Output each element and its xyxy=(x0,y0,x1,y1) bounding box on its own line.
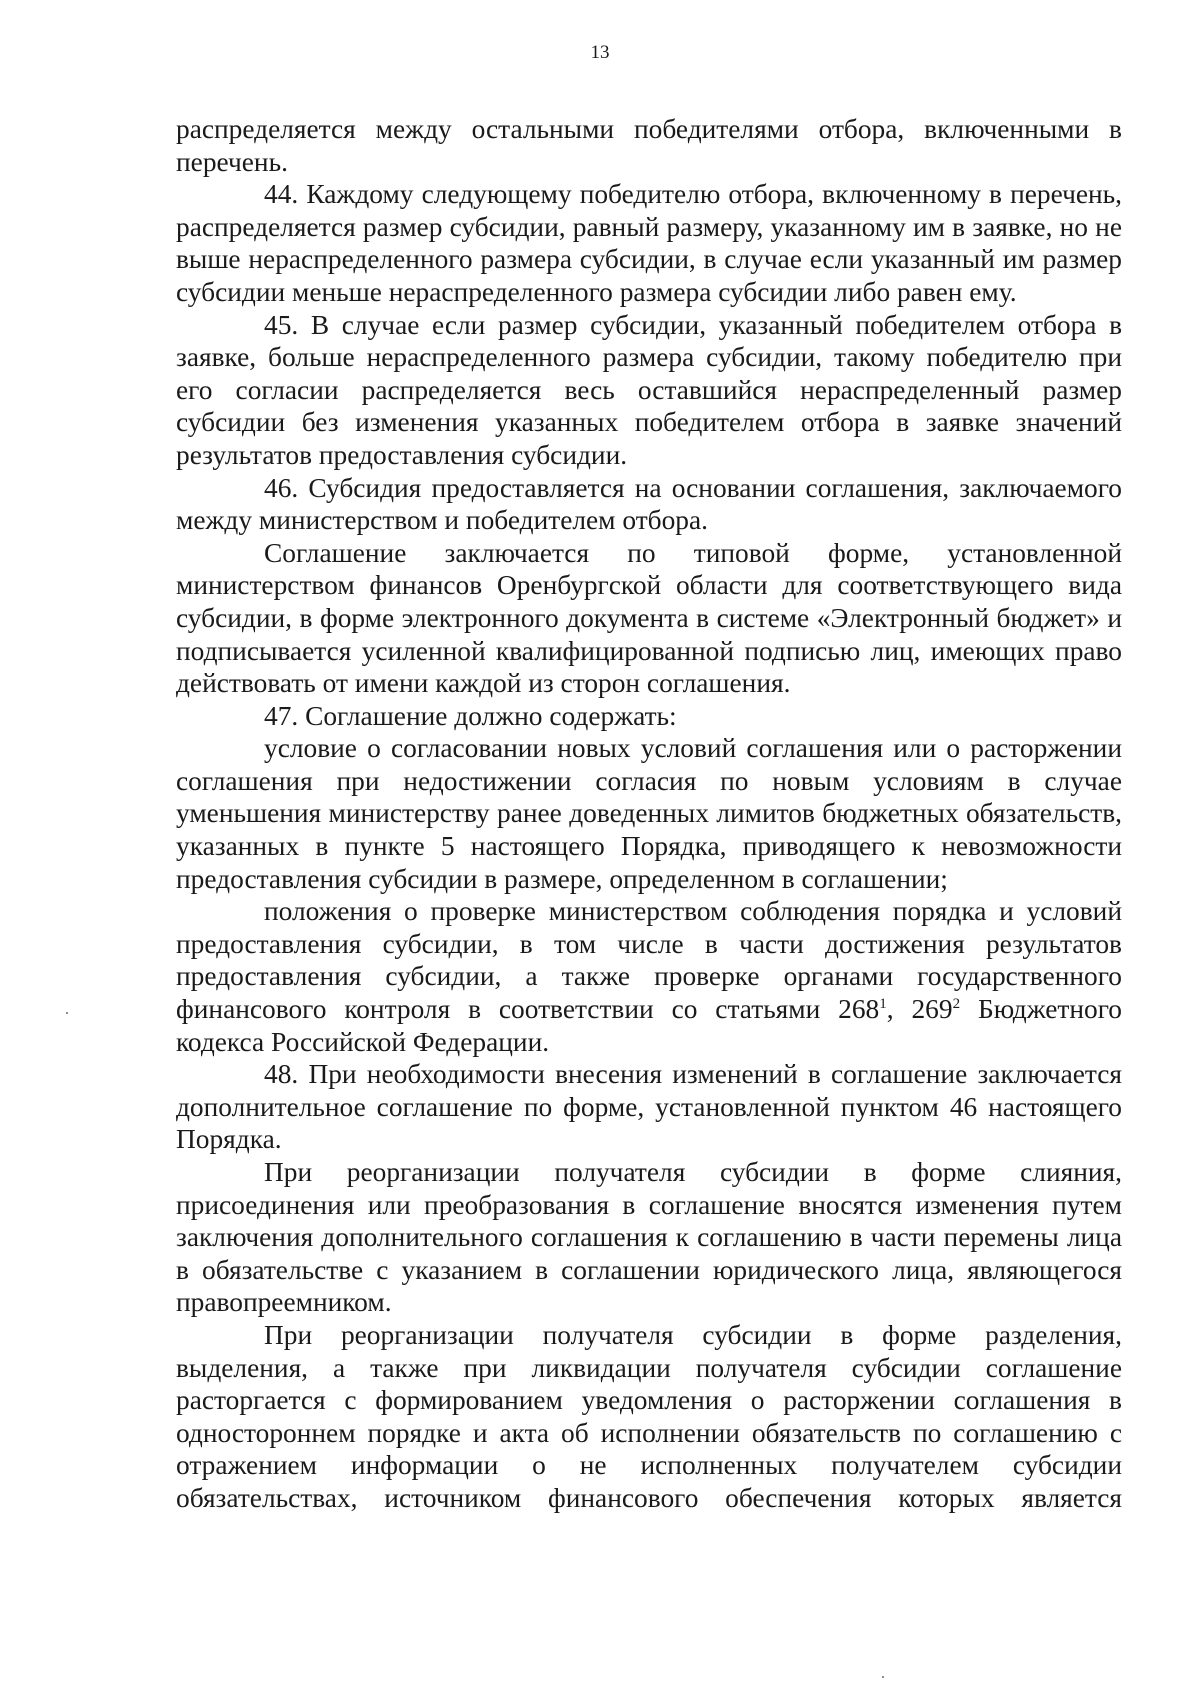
paragraph-44: 44. Каждому следующему победителю отбора, включенному в перечень, распределяется размер субсидии, равный размеру, указанному им в заявке, но не выше нераспределенного размера субсидии, в случае если указанный им размер субсидии меньше нераспределенного размера субсидии либо равен ему. xyxy=(176,179,1122,307)
superscript-article-268: 1 xyxy=(879,995,887,1012)
provisions-text-end: Бюджетного кодекса Российской Федерации. xyxy=(176,994,1122,1057)
document-body xyxy=(176,113,1122,1515)
paragraph-47: 47. Соглашение должно содержать: xyxy=(264,700,677,731)
paragraph-47-provisions xyxy=(176,895,1122,1058)
paragraph-47-condition: условие о согласовании новых условий соглашения или о расторжении соглашения при недостижении согласия по новым условиям в случае уменьшения министерству ранее доведенных лимитов бюджетных обязательств, указанных в пункте 5 настоящего Порядка, приводящего к невозможности предоставления субсидии в размере, определенном в соглашении; xyxy=(176,733,1122,894)
paragraph-45: 45. В случае если размер субсидии, указанный победителем отбора в заявке, больше нераспределенного размера субсидии, такому победителю при его согласии распределяется весь оставшийся нераспределенный размер субсидии без изменения указанных победителем отбора в заявке значений результатов предоставления субсидии. xyxy=(176,309,1122,470)
scan-speck xyxy=(882,1676,884,1678)
paragraph-48-reorganization-merger: При реорганизации получателя субсидии в форме слияния, присоединения или преобразования в соглашение вносятся изменения путем заключения дополнительного соглашения к соглашению в части перемены лица в обязательстве с указанием в соглашении юридического лица, являющегося правопреемником. xyxy=(176,1157,1122,1318)
page-number: 13 xyxy=(590,42,610,63)
paragraph-continuation: распределяется между остальными победителями отбора, включенными в перечень. xyxy=(176,114,1122,177)
paragraph-48: 48. При необходимости внесения изменений в соглашение заключается дополнительное соглашение по форме, установленной пунктом 46 настоящего Порядка. xyxy=(176,1059,1122,1155)
superscript-article-269: 2 xyxy=(952,995,961,1012)
provisions-text-start: положения о проверке министерством соблюдения порядка и условий предоставления субсидии, в том числе в части достижения результатов предоставления субсидии, а также проверке органами государственного финансового контроля в соответствии со статьями 268 xyxy=(176,896,1122,1025)
paragraph-46-agreement: Соглашение заключается по типовой форме, установленной министерством финансов Оренбургской области для соответствующего вида субсидии, в форме электронного документа в системе «Электронный бюджет» и подписывается усиленной квалифицированной подписью лиц, имеющих право действовать от имени каждой из сторон соглашения. xyxy=(176,537,1122,699)
paragraph-46: 46. Субсидия предоставляется на основании соглашения, заключаемого между министерством и победителем отбора. xyxy=(176,472,1122,536)
scan-speck xyxy=(66,1012,68,1014)
paragraph-48-reorganization-division: При реорганизации получателя субсидии в форме разделения, выделения, а также при ликвидации получателя субсидии соглашение расторгается с формированием уведомления о расторжении соглашения в одностороннем порядке и акта об исполнении обязательств по соглашению с отражением информации о не исполненных получателем субсидии обязательствах, источником финансового обеспечения которых является xyxy=(176,1319,1122,1513)
provisions-text-mid: , 269 xyxy=(886,994,953,1025)
